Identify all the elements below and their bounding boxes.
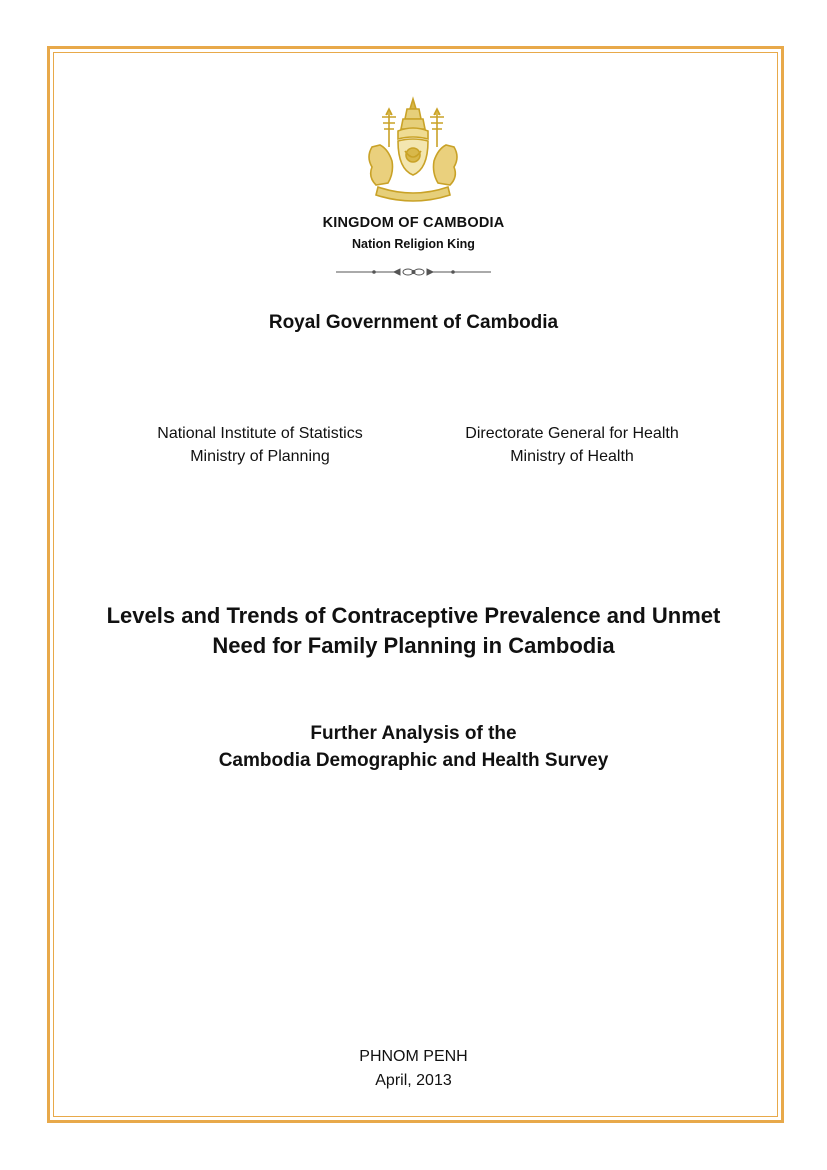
document-title-line-2: Need for Family Planning in Cambodia [212, 633, 615, 658]
government-heading: Royal Government of Cambodia [268, 312, 559, 333]
document-subtitle-line-2: Cambodia Demographic and Health Survey [218, 750, 609, 771]
page-border-inner [53, 52, 778, 1117]
institution-right [448, 422, 696, 468]
publication-info [0, 1045, 827, 1093]
institution-right-ministry: Ministry of Health [510, 448, 634, 465]
publication-city: PHNOM PENH [359, 1048, 468, 1065]
document-subtitle [0, 720, 827, 774]
document-title [0, 601, 827, 661]
publication-date: April, 2013 [375, 1072, 452, 1089]
royal-coat-of-arms-emblem [358, 95, 468, 207]
institution-right-name: Directorate General for Health [465, 425, 679, 442]
document-subtitle-line-1: Further Analysis of the [310, 723, 517, 744]
institution-left [140, 422, 380, 468]
document-title-line-1: Levels and Trends of Contraceptive Prevalence and Unmet [106, 603, 721, 628]
ornamental-divider [336, 266, 491, 278]
institution-left-name: National Institute of Statistics [157, 425, 363, 442]
institution-left-ministry: Ministry of Planning [190, 448, 330, 465]
country-heading: KINGDOM OF CAMBODIA [322, 215, 505, 231]
national-motto: Nation Religion King [352, 237, 475, 251]
